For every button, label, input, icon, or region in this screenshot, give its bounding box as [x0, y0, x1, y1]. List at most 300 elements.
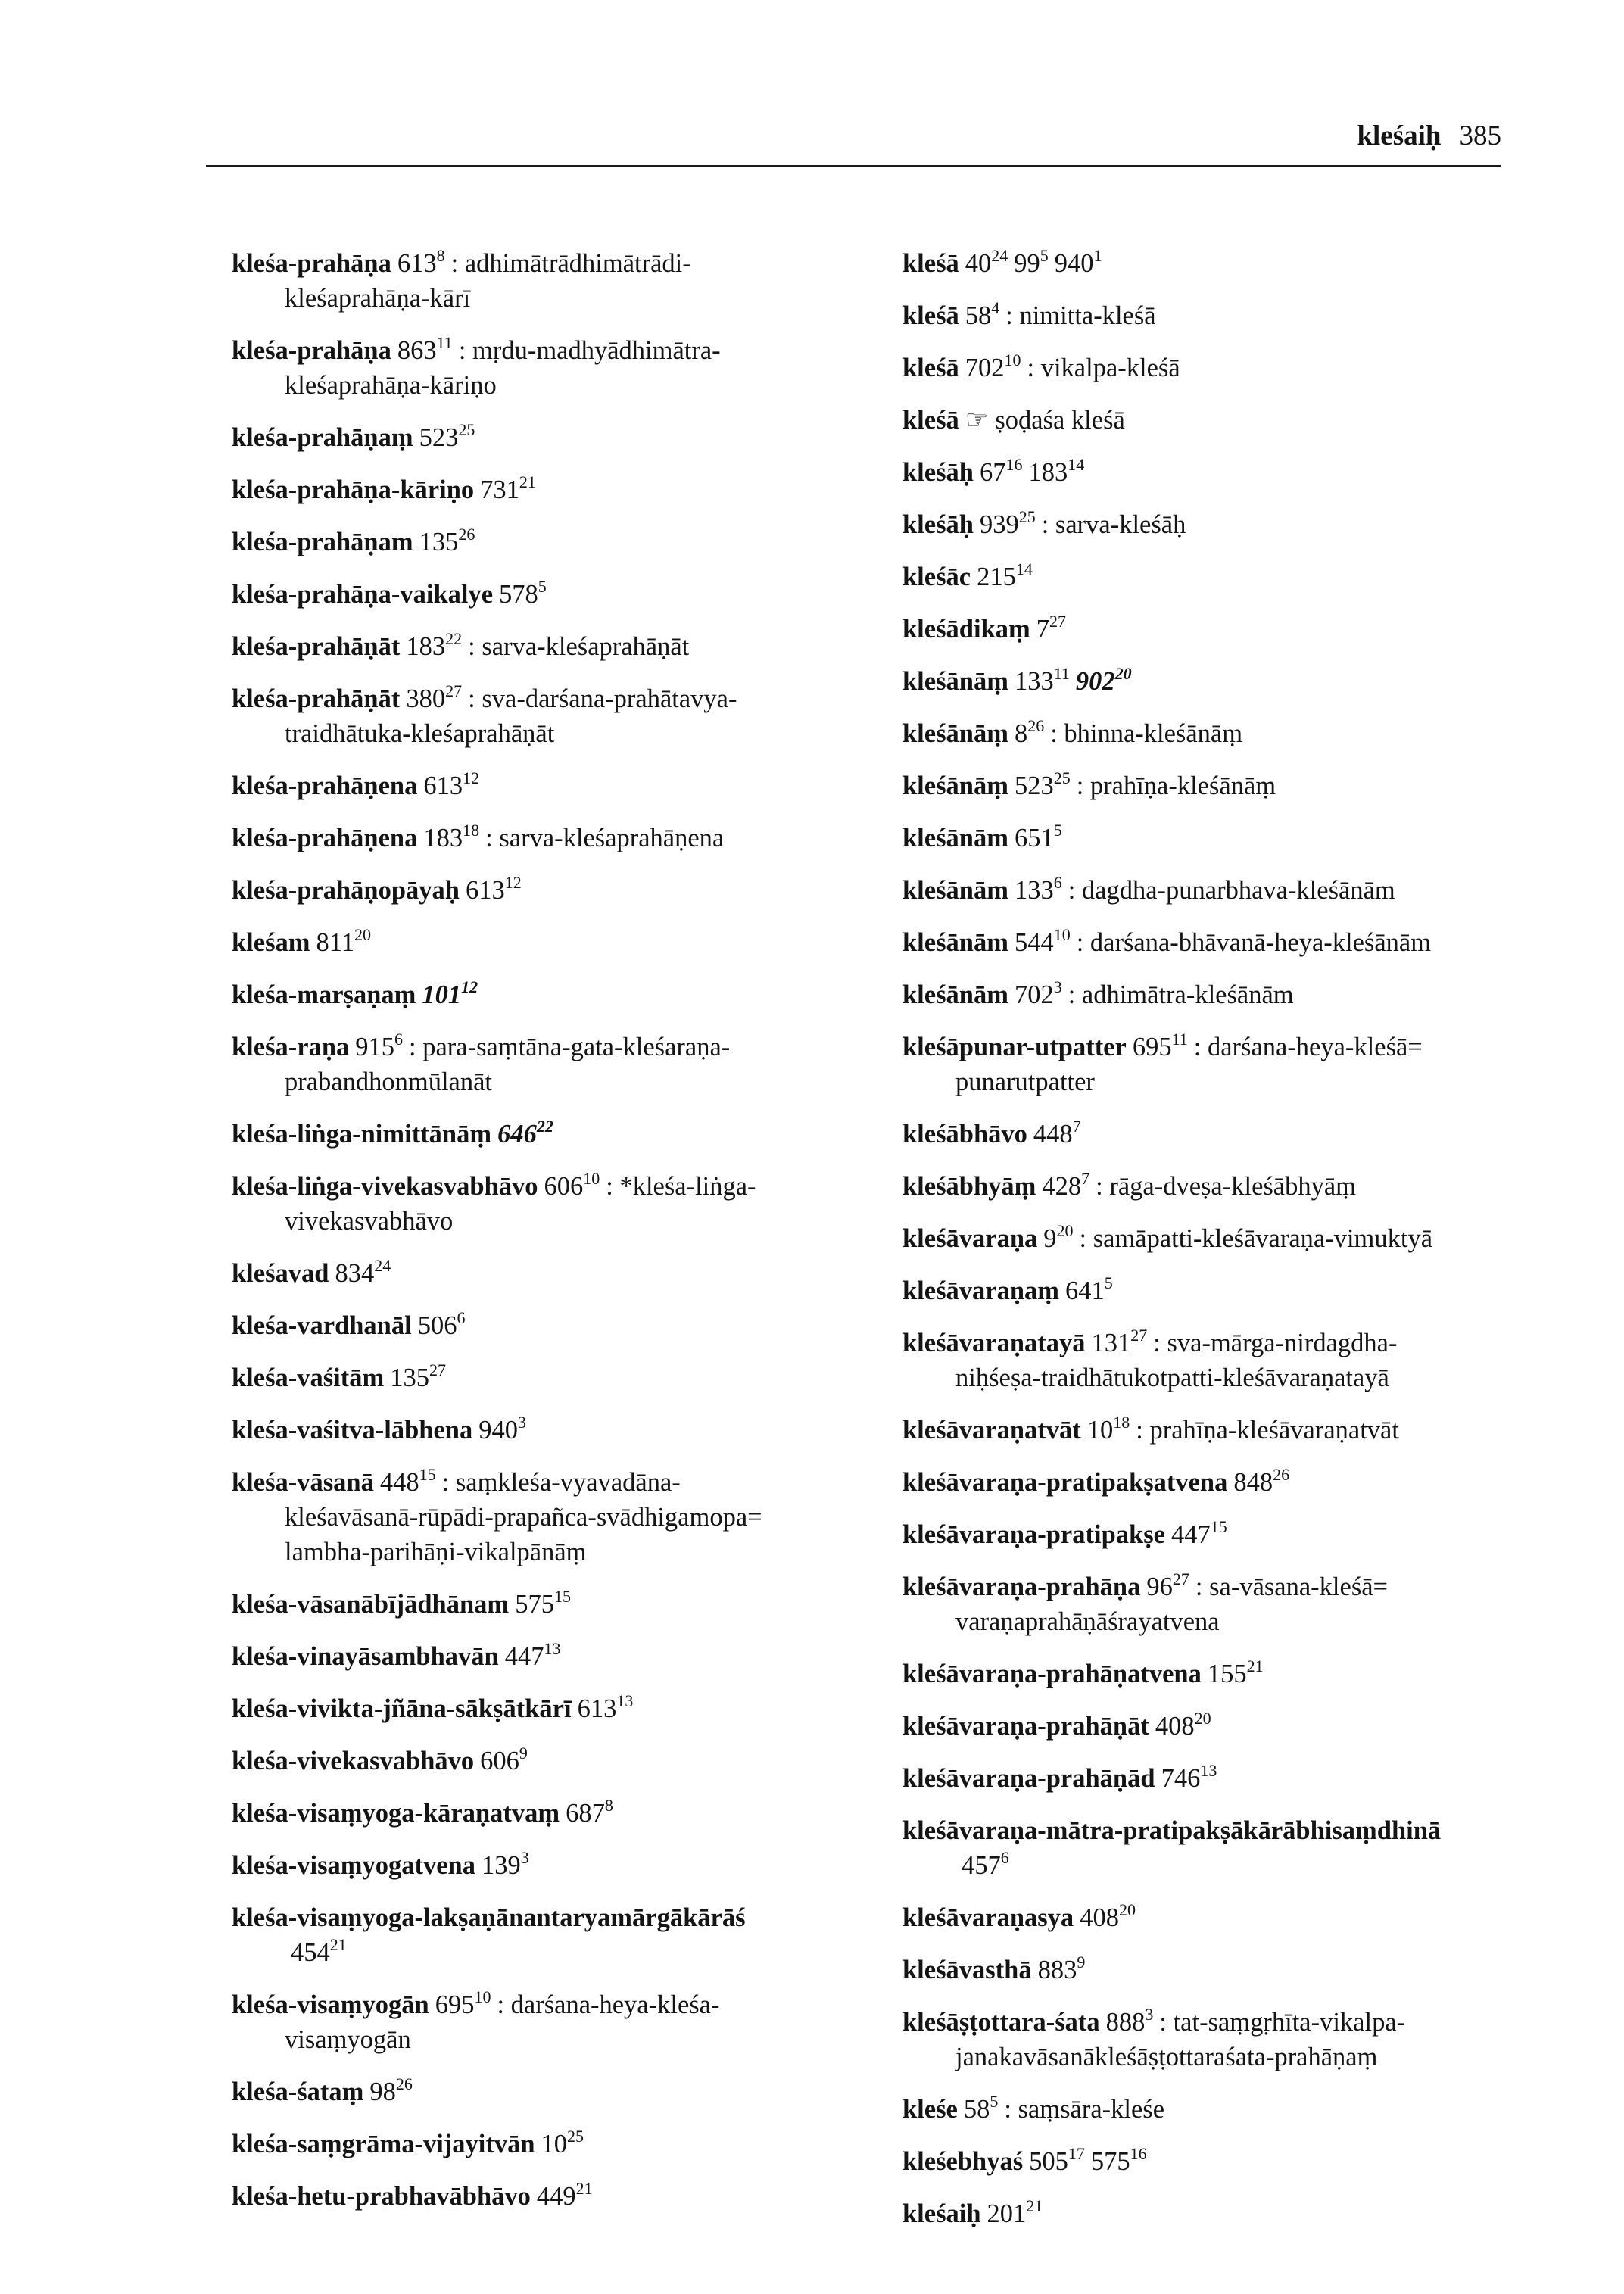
index-entry	[232, 1987, 883, 2057]
reference-page: 811	[316, 928, 354, 957]
entry-headword: kleśāḥ	[902, 510, 974, 539]
reference-page: 578	[499, 580, 538, 609]
reference-page: 902	[1075, 667, 1115, 696]
page-header	[206, 114, 1501, 167]
entry-headword: kleśa-visaṃyoga-kāraṇatvaṃ	[232, 1799, 560, 1828]
entry-headword: kleśaiḥ	[902, 2199, 981, 2228]
entry-headword: kleśa-liṅga-vivekasvabhāvo	[232, 1172, 538, 1201]
reference-line: 8	[436, 245, 445, 265]
page-reference	[406, 681, 463, 713]
entry-headword: kleśā	[902, 406, 959, 435]
page-reference	[1014, 715, 1045, 748]
page-reference	[963, 2091, 999, 2124]
entry-headword: kleśa-vivekasvabhāvo	[232, 1747, 475, 1775]
reference-page: 613	[466, 876, 505, 905]
reference-line: 25	[1018, 506, 1036, 526]
reference-line: 20	[1118, 1900, 1136, 1919]
reference-page: 101	[422, 980, 462, 1009]
reference-page: 67	[979, 458, 1006, 487]
entry-gloss: : sva-mārga-nirdagdha- niḥśeṣa-traidhātukotpatti-kleśāvaraṇatayā	[955, 1329, 1398, 1392]
reference-line: 27	[429, 1360, 446, 1379]
reference-page: 96	[1146, 1572, 1173, 1601]
reference-page: 408	[1155, 1712, 1195, 1741]
reference-line: 10	[1053, 924, 1071, 944]
index-entry	[232, 1639, 883, 1674]
reference-page: 7	[1036, 615, 1049, 644]
entry-gloss: : tat-saṃgṛhīta-vikalpa- janakavāsanākleśāṣṭottaraśata-prahāṇaṃ	[955, 2008, 1406, 2071]
entry-headword: kleśāḥ	[902, 458, 974, 487]
page-reference	[541, 2126, 584, 2158]
reference-page: 98	[369, 2077, 396, 2106]
entry-gloss: : *kleśa-liṅga- vivekasvabhāvo	[285, 1172, 756, 1236]
index-entry	[232, 821, 883, 856]
reference-page: 10	[541, 2130, 568, 2158]
entry-headword: kleśāvaraṇa-mātra-pratipakṣākārābhisaṃdhinā	[902, 1816, 1442, 1845]
reference-page: 428	[1042, 1172, 1082, 1201]
reference-line: 26	[395, 2074, 413, 2093]
index-entry	[232, 2127, 883, 2162]
entry-headword: kleśa-vāsanā	[232, 1468, 374, 1497]
entry-headword: kleśa-prahāṇopāyaḥ	[232, 876, 460, 905]
index-entry	[902, 1326, 1554, 1395]
reference-line: 26	[458, 524, 475, 544]
index-entry	[902, 1569, 1554, 1639]
reference-line: 22	[536, 1116, 553, 1136]
entry-gloss: : mṛdu-madhyādhimātra- kleśaprahāṇa-kāriṇo	[285, 336, 721, 400]
entry-gloss: : prahīṇa-kleśānāṃ	[1076, 771, 1276, 800]
page-reference	[1105, 2004, 1154, 2037]
entry-headword: kleśa-visaṃyogatvena	[232, 1851, 475, 1880]
reference-line: 11	[436, 332, 453, 352]
entry-headword: kleśa-vinayāsambhavān	[232, 1642, 499, 1671]
reference-line: 21	[575, 2178, 593, 2198]
reference-line: 12	[463, 768, 480, 787]
index-entry	[902, 1761, 1554, 1796]
index-entry	[902, 821, 1554, 856]
entry-headword: kleśāvaraṇa-prahāṇatvena	[902, 1660, 1202, 1688]
index-entry	[232, 472, 883, 507]
page-reference	[1233, 1464, 1290, 1497]
page-reference	[1028, 454, 1085, 487]
index-entry	[902, 1221, 1554, 1256]
index-entry	[232, 333, 883, 403]
index-entry	[232, 1030, 883, 1099]
entry-headword: kleśa-prahāṇa-vaikalye	[232, 580, 494, 609]
index-entry	[232, 977, 883, 1012]
entry-gloss: : dagdha-punarbhava-kleśānām	[1068, 876, 1395, 905]
running-headword: kleśaiḥ	[1357, 120, 1442, 151]
entry-headword: kleśāvaraṇa-pratipakṣatvena	[902, 1468, 1228, 1497]
reference-page: 939	[979, 510, 1019, 539]
reference-line: 4	[991, 298, 1000, 317]
reference-line: 13	[544, 1638, 561, 1658]
page-reference	[536, 2178, 593, 2211]
reference-line: 15	[553, 1586, 571, 1606]
entry-headword: kleśābhāvo	[902, 1120, 1027, 1149]
index-entry	[902, 351, 1554, 385]
reference-line: 9	[1077, 1952, 1086, 1971]
reference-line: 21	[329, 1934, 347, 1954]
entry-headword: kleśam	[232, 928, 310, 957]
reference-page: 940	[1054, 249, 1094, 278]
reference-line: 14	[1015, 559, 1033, 578]
index-entry	[902, 1117, 1554, 1152]
reference-page: 606	[544, 1172, 584, 1201]
entry-headword: kleśa-vaśitva-lābhena	[232, 1416, 473, 1445]
page-reference	[1065, 1273, 1113, 1305]
page-reference	[979, 454, 1023, 487]
index-entry	[902, 403, 1554, 438]
page-reference	[577, 1691, 634, 1723]
reference-line: 10	[583, 1168, 600, 1188]
page-reference	[379, 1464, 436, 1497]
index-entry	[232, 681, 883, 751]
index-entry	[902, 298, 1554, 333]
reference-page: 613	[397, 249, 437, 278]
page-reference	[406, 628, 463, 661]
index-entry	[902, 612, 1554, 647]
entry-gloss: : nimitta-kleśā	[1005, 301, 1156, 330]
entry-headword: kleśa-prahāṇa-kāriṇo	[232, 475, 475, 504]
page-reference	[977, 559, 1033, 591]
index-entry	[232, 2179, 883, 2214]
entry-gloss: : sarva-kleśaprahāṇena	[485, 824, 725, 852]
reference-page: 646	[497, 1120, 537, 1149]
entry-headword: kleśa-vivikta-jñāna-sākṣātkārī	[232, 1694, 572, 1723]
entry-headword: kleśa-raṇa	[232, 1033, 350, 1061]
page-reference	[1014, 663, 1070, 696]
entry-headword: kleśādikaṃ	[902, 615, 1030, 644]
index-entry	[902, 1413, 1554, 1448]
entry-gloss: : darśana-heya-kleśā= punarutpatter	[955, 1033, 1423, 1096]
entry-gloss: : samāpatti-kleśāvaraṇa-vimuktyā	[1079, 1224, 1433, 1253]
reference-line: 6	[457, 1308, 466, 1327]
page-reference	[397, 332, 453, 365]
reference-line: 18	[1113, 1412, 1130, 1432]
reference-line: 5	[1104, 1273, 1113, 1292]
reference-line: 26	[1027, 715, 1045, 735]
reference-page: 99	[1014, 249, 1040, 278]
entry-headword: kleśānām	[902, 824, 1008, 852]
page-reference	[480, 1743, 528, 1775]
reference-line: 16	[1130, 2143, 1147, 2163]
reference-page: 448	[1033, 1120, 1073, 1149]
entry-headword: kleśābhyāṃ	[902, 1172, 1036, 1201]
reference-line: 21	[519, 472, 536, 491]
entry-gloss: : darśana-heya-kleśa- visaṃyogān	[285, 1990, 720, 2054]
index-entry	[232, 768, 883, 803]
reference-line: 20	[1114, 663, 1132, 683]
index-entry	[232, 629, 883, 664]
page-reference	[1014, 245, 1049, 278]
reference-page: 10	[1086, 1416, 1114, 1445]
reference-page: 687	[566, 1799, 605, 1828]
page-reference	[979, 506, 1036, 539]
entry-headword: kleśa-visaṃyogān	[232, 1990, 429, 2019]
page-reference	[423, 820, 480, 852]
entry-headword: kleśāvaraṇa-prahāṇāt	[902, 1712, 1149, 1741]
reference-line: 17	[1068, 2143, 1085, 2163]
page-reference	[1043, 1220, 1074, 1253]
entry-headword: kleśa-prahāṇa	[232, 336, 391, 365]
reference-page: 215	[977, 563, 1016, 591]
page-reference	[423, 768, 480, 800]
page-reference	[478, 1412, 526, 1445]
page-reference	[1042, 1168, 1090, 1201]
entry-gloss: : saṃsāra-kleśe	[1004, 2095, 1165, 2124]
reference-line: 3	[1145, 2004, 1154, 2024]
index-entry	[902, 1030, 1554, 1099]
reference-line: 15	[1210, 1516, 1227, 1536]
reference-line: 12	[461, 977, 478, 996]
entry-gloss: : sarva-kleśāḥ	[1041, 510, 1186, 539]
entry-headword: kleśa-śataṃ	[232, 2077, 364, 2106]
page-reference	[962, 1847, 1009, 1880]
index-entry	[902, 455, 1554, 490]
reference-line: 22	[445, 628, 463, 648]
entry-headword: kleśa-liṅga-nimittānāṃ	[232, 1120, 492, 1149]
index-entry	[232, 1744, 883, 1778]
page-reference	[965, 298, 1000, 330]
reference-page: 139	[482, 1851, 521, 1880]
reference-page: 746	[1161, 1764, 1201, 1793]
page-reference	[987, 2196, 1043, 2228]
index-entry	[232, 1308, 883, 1343]
reference-line: 27	[445, 681, 463, 700]
reference-line: 15	[419, 1464, 436, 1484]
page-reference	[965, 245, 1008, 278]
reference-page: 380	[406, 684, 446, 713]
page-reference	[515, 1586, 571, 1619]
entry-headword: kleśa-hetu-prabhavābhāvo	[232, 2182, 531, 2211]
reference-line: 21	[1246, 1656, 1264, 1675]
reference-line: 24	[991, 245, 1008, 265]
index-entry	[902, 1813, 1554, 1883]
index-entry	[902, 1953, 1554, 1987]
reference-line: 13	[616, 1691, 634, 1710]
index-entry	[902, 664, 1554, 699]
reference-page: 651	[1014, 824, 1054, 852]
page-reference	[419, 524, 475, 556]
index-entry	[232, 1169, 883, 1239]
index-entry	[902, 246, 1554, 281]
entry-gloss: : adhimātra-kleśānām	[1068, 980, 1294, 1009]
page-reference	[1014, 768, 1071, 800]
entry-headword: kleśāvaraṇa-pratipakṣe	[902, 1520, 1165, 1549]
entry-headword: kleśa-marṣaṇaṃ	[232, 980, 416, 1009]
reference-page: 449	[536, 2182, 576, 2211]
index-entry	[902, 768, 1554, 803]
index-entry	[232, 1691, 883, 1726]
entry-gloss: : rāga-dveṣa-kleśābhyāṃ	[1096, 1172, 1357, 1201]
index-entry	[902, 1169, 1554, 1204]
entry-headword: kleśa-vardhanāl	[232, 1311, 412, 1340]
page-number: 385	[1459, 120, 1501, 151]
reference-page: 848	[1233, 1468, 1273, 1497]
page-reference	[482, 1847, 529, 1880]
index-entry	[902, 2196, 1554, 2231]
entry-gloss: : bhinna-kleśānāṃ	[1050, 719, 1243, 748]
page-reference	[291, 1934, 347, 1967]
reference-line: 11	[1171, 1029, 1188, 1049]
reference-line: 3	[1053, 977, 1062, 996]
page-reference	[422, 977, 478, 1009]
page-reference	[1132, 1029, 1188, 1061]
page-reference	[1207, 1656, 1264, 1688]
entry-headword: kleśānāṃ	[902, 771, 1008, 800]
index-entry	[232, 577, 883, 612]
reference-page: 40	[965, 249, 992, 278]
running-head	[1357, 114, 1501, 159]
reference-line: 3	[520, 1847, 529, 1867]
index-entry	[232, 1796, 883, 1831]
reference-page: 133	[1014, 667, 1054, 696]
reference-line: 3	[517, 1412, 526, 1432]
reference-line: 21	[1026, 2196, 1043, 2215]
reference-page: 695	[1132, 1033, 1172, 1061]
reference-page: 183	[1028, 458, 1068, 487]
reference-page: 613	[423, 771, 463, 800]
index-entry	[232, 1587, 883, 1622]
index-entry	[232, 420, 883, 455]
entry-headword: kleśa-prahāṇena	[232, 771, 418, 800]
reference-page: 883	[1037, 1956, 1077, 1984]
reference-line: 7	[1081, 1168, 1090, 1188]
entry-headword: kleśa-prahāṇāt	[232, 632, 401, 661]
reference-page: 606	[480, 1747, 519, 1775]
page-reference	[1090, 2143, 1147, 2176]
entry-headword: kleśāvasthā	[902, 1956, 1032, 1984]
index-entry	[232, 1900, 883, 1970]
reference-page: 131	[1091, 1329, 1131, 1357]
reference-line: 26	[1273, 1464, 1290, 1484]
reference-line: 9	[519, 1743, 528, 1763]
index-entry	[902, 559, 1554, 594]
reference-line: 27	[1049, 611, 1066, 631]
entry-headword: kleśānām	[902, 980, 1008, 1009]
reference-page: 575	[1090, 2147, 1130, 2176]
index-entry	[902, 1273, 1554, 1308]
entry-gloss: : darśana-bhāvanā-heya-kleśānām	[1076, 928, 1432, 957]
entry-headword: kleśa-prahāṇaṃ	[232, 423, 413, 452]
index-entry	[232, 1848, 883, 1883]
index-entry	[232, 1117, 883, 1152]
index-entry	[232, 1413, 883, 1448]
entry-gloss: : vikalpa-kleśā	[1027, 354, 1180, 382]
index-entry	[902, 2092, 1554, 2127]
reference-page: 695	[435, 1990, 475, 2019]
entry-gloss: : sa-vāsana-kleśā= varaṇaprahāṇāśrayatvena	[955, 1572, 1389, 1636]
reference-page: 544	[1014, 928, 1054, 957]
index-entry	[902, 1465, 1554, 1500]
index-entry	[902, 716, 1554, 751]
reference-line: 27	[1130, 1325, 1148, 1345]
entry-gloss: : adhimātrādhimātrādi- kleśaprahāṇa-kārī	[285, 249, 691, 313]
entry-gloss: : para-saṃtāna-gata-kleśaraṇa- prabandhonmūlanāt	[285, 1033, 731, 1096]
entry-headword: kleśāvaraṇasya	[902, 1903, 1074, 1932]
entry-gloss: ☞ ṣoḍaśa kleśā	[965, 406, 1125, 435]
page-reference	[417, 1308, 466, 1340]
entry-headword: kleśa-prahāṇam	[232, 528, 413, 556]
reference-page: 523	[1014, 771, 1054, 800]
entry-headword: kleśānāṃ	[902, 719, 1008, 748]
page-reference	[1014, 977, 1062, 1009]
reference-line: 1	[1093, 245, 1102, 265]
reference-page: 702	[1014, 980, 1054, 1009]
entry-headword: kleśāvaraṇa	[902, 1224, 1038, 1253]
reference-line: 16	[1005, 454, 1023, 474]
entry-headword: kleśā	[902, 249, 959, 278]
entry-headword: kleśa-prahāṇena	[232, 824, 418, 852]
entry-headword: kleśe	[902, 2095, 958, 2124]
entry-headword: kleśa-saṃgrāma-vijayitvān	[232, 2130, 535, 2158]
page-reference	[1036, 611, 1066, 644]
entry-headword: kleśavad	[232, 1259, 329, 1288]
page-reference	[1155, 1708, 1211, 1741]
reference-line: 20	[354, 924, 371, 944]
entry-headword: kleśāc	[902, 563, 971, 591]
reference-page: 863	[397, 336, 437, 365]
reference-page: 133	[1014, 876, 1054, 905]
entry-gloss: : prahīṇa-kleśāvaraṇatvāt	[1136, 1416, 1399, 1445]
index-entry	[902, 1657, 1554, 1691]
page-reference	[419, 419, 475, 452]
reference-page: 447	[504, 1642, 544, 1671]
page-reference	[1086, 1412, 1130, 1445]
reference-line: 5	[1040, 245, 1049, 265]
reference-page: 702	[965, 354, 1005, 382]
page-reference	[397, 245, 445, 278]
reference-page: 408	[1080, 1903, 1119, 1932]
entry-gloss: : sarva-kleśaprahāṇāt	[468, 632, 690, 661]
reference-line: 25	[1053, 768, 1071, 787]
reference-page: 888	[1105, 2008, 1146, 2037]
index-entry	[232, 246, 883, 316]
page-reference	[466, 872, 522, 905]
entry-headword: kleśa-vaśitām	[232, 1364, 385, 1392]
reference-line: 10	[474, 1987, 491, 2006]
index-entry	[232, 525, 883, 559]
reference-line: 6	[1000, 1847, 1009, 1867]
reference-page: 940	[478, 1416, 518, 1445]
entry-headword: kleśa-prahāṇāt	[232, 684, 401, 713]
index-entry	[232, 1361, 883, 1395]
reference-line: 12	[504, 872, 522, 892]
page-reference	[1091, 1325, 1148, 1357]
entry-headword: kleśānāṃ	[902, 667, 1008, 696]
index-entry	[902, 925, 1554, 960]
index-entry	[902, 977, 1554, 1012]
reference-page: 523	[419, 423, 459, 452]
index-entry	[902, 1517, 1554, 1552]
entry-headword: kleśa-vāsanābījādhānam	[232, 1590, 510, 1619]
page-reference	[480, 472, 536, 504]
reference-page: 58	[965, 301, 992, 330]
reference-page: 613	[577, 1694, 617, 1723]
page-reference	[1080, 1900, 1136, 1932]
reference-page: 201	[987, 2199, 1027, 2228]
entry-headword: kleśāvaraṇa-prahāṇād	[902, 1764, 1155, 1793]
entry-headword: kleśānām	[902, 928, 1008, 957]
index-entry	[232, 1465, 883, 1569]
page-reference	[1033, 1116, 1081, 1149]
reference-page: 58	[963, 2095, 990, 2124]
page-reference	[504, 1638, 561, 1671]
page-reference	[369, 2074, 413, 2106]
page-reference	[1037, 1952, 1086, 1984]
reference-page: 575	[515, 1590, 554, 1619]
reference-line: 6	[1053, 872, 1062, 892]
